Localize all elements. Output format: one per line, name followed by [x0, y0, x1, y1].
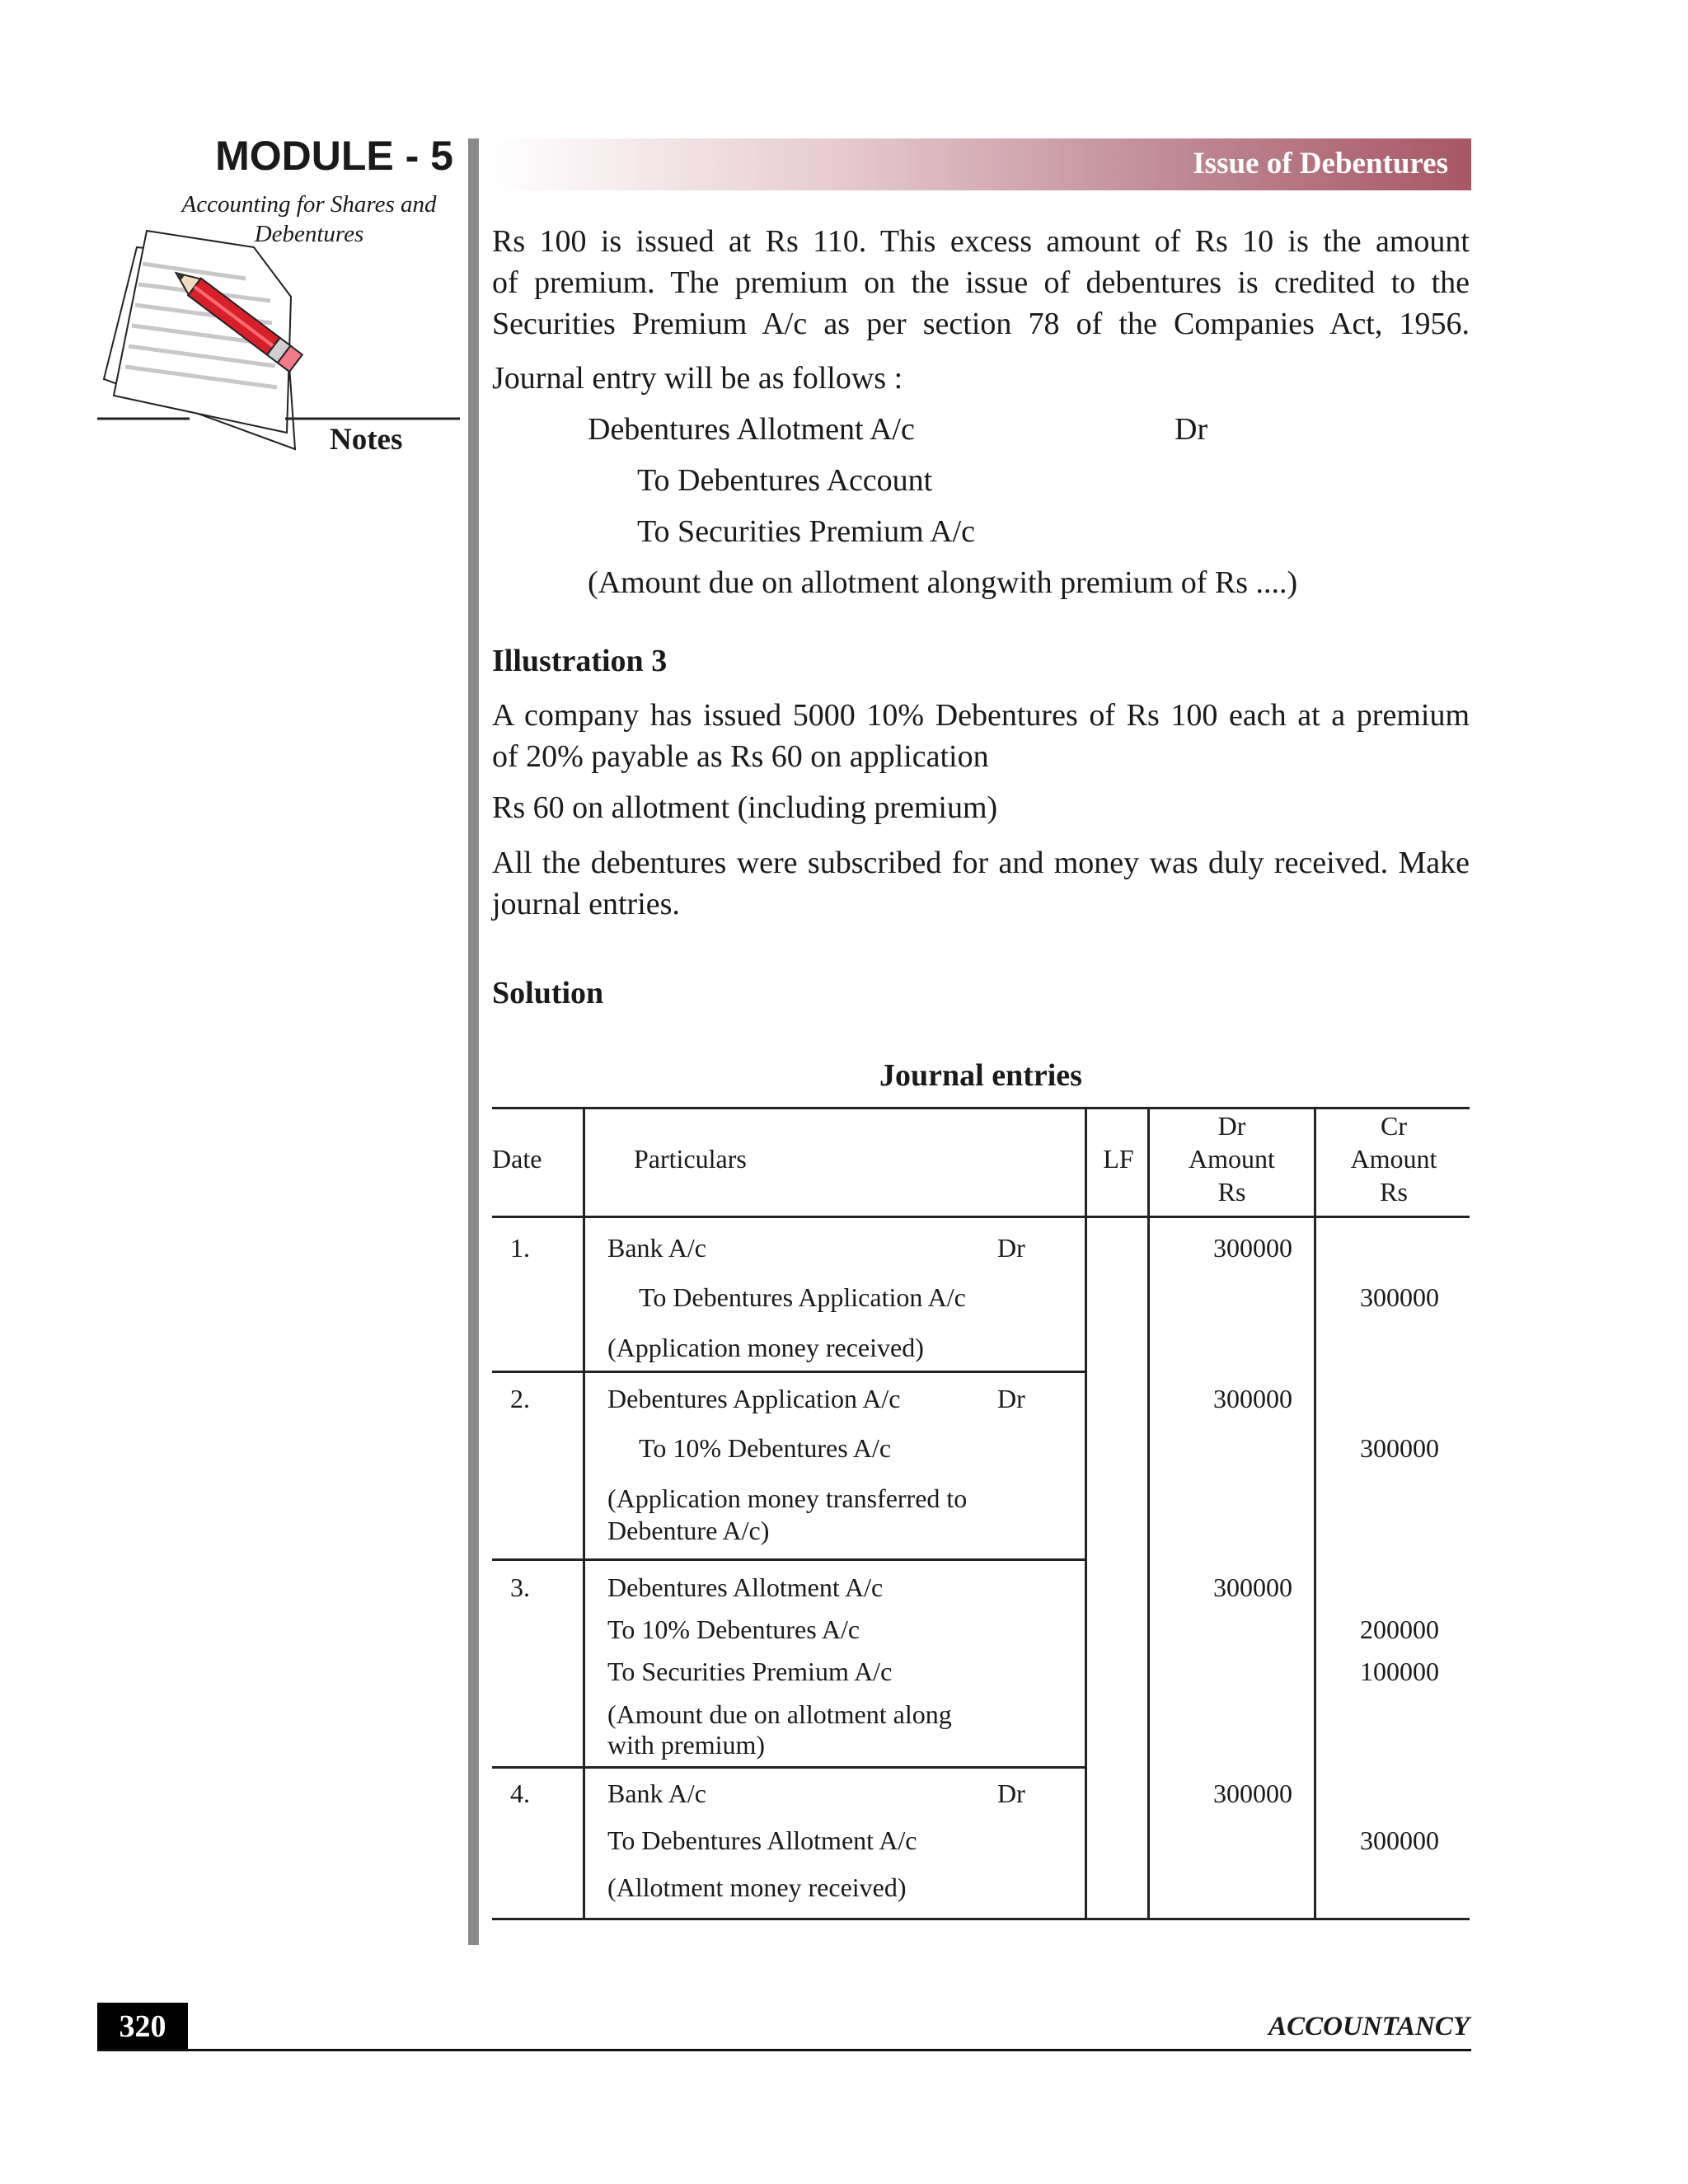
narration: (Application money transferred to	[607, 1483, 968, 1513]
chapter-title: Issue of Debentures	[1193, 147, 1448, 180]
illustration-paragraph	[492, 842, 1470, 925]
credit-amount: 300000	[1360, 1282, 1439, 1312]
credit-account: To 10% Debentures A/c	[607, 1615, 860, 1644]
narration: (Application money received)	[607, 1333, 924, 1362]
debit-account: Bank A/c	[607, 1779, 706, 1808]
column-rule	[1314, 1107, 1316, 1920]
column-rule	[1147, 1107, 1150, 1920]
illustration-line: All the debentures were subscribed for and money was duly received. Make	[492, 846, 1470, 880]
module-subtitle-line1: Accounting for Shares and	[181, 191, 437, 218]
illustration-paragraph: Rs 60 on allotment (including premium)	[492, 790, 998, 825]
dr-marker: Dr	[997, 1779, 1025, 1808]
illustration-line: of 20% payable as Rs 60 on application	[492, 739, 989, 774]
intro-line: of premium. The premium on the issue of debentures is credited to the	[492, 265, 1470, 300]
illustration-line: A company has issued 5000 10% Debentures of Rs 100 each at a premium	[492, 698, 1470, 733]
header-dr-currency: Rs	[1217, 1177, 1246, 1207]
column-rule	[583, 1107, 585, 1918]
entry-number: 2.	[510, 1384, 530, 1413]
row-separator	[492, 1766, 1087, 1769]
intro-line: Rs 100 is issued at Rs 110. This excess amount of Rs 10 is the amount	[492, 224, 1470, 259]
footer-rule	[97, 2049, 1471, 2051]
journal-table	[492, 1107, 1470, 1929]
narration: (Allotment money received)	[607, 1872, 907, 1902]
narration: with premium)	[607, 1730, 766, 1760]
narration: Debenture A/c)	[607, 1516, 770, 1545]
illustration-paragraph	[492, 695, 1470, 777]
entry-dr-marker: Dr	[1175, 412, 1208, 447]
header-cr: Cr	[1381, 1111, 1407, 1141]
credit-amount: 300000	[1360, 1825, 1439, 1855]
footer-subject: ACCOUNTANCY	[1268, 2012, 1470, 2041]
row-separator	[492, 1558, 1087, 1561]
header-lf: LF	[1103, 1144, 1134, 1174]
debit-amount: 300000	[1213, 1572, 1292, 1602]
header-cr-amount	[1318, 1109, 1470, 1208]
table-rule	[492, 1918, 1470, 1920]
entry-credit-account: To Debentures Account	[637, 463, 933, 498]
credit-account: To 10% Debentures A/c	[639, 1433, 892, 1463]
column-rule	[1085, 1107, 1087, 1920]
notes-pencil-icon	[97, 223, 468, 453]
entry-number: 4.	[510, 1779, 530, 1808]
entry-credit-account: To Securities Premium A/c	[637, 514, 976, 549]
credit-account: To Debentures Allotment A/c	[607, 1825, 917, 1855]
header-cr-currency: Rs	[1380, 1177, 1408, 1207]
header-dr-amount-label: Amount	[1189, 1144, 1275, 1174]
sidebar-divider-bar	[468, 138, 479, 1945]
dr-marker: Dr	[997, 1233, 1025, 1263]
entry-debit-account: Debentures Allotment A/c	[588, 412, 915, 447]
credit-account: To Debentures Application A/c	[639, 1282, 966, 1312]
debit-amount: 300000	[1213, 1779, 1292, 1808]
table-title: Journal entries	[879, 1058, 1082, 1093]
row-separator	[492, 1371, 1087, 1373]
entry-number: 1.	[510, 1233, 530, 1263]
credit-account: To Securities Premium A/c	[607, 1657, 893, 1686]
header-cr-amount-label: Amount	[1350, 1144, 1437, 1174]
header-dr: Dr	[1217, 1111, 1246, 1141]
notes-label: Notes	[330, 423, 403, 457]
illustration-heading: Illustration 3	[492, 644, 668, 678]
module-subtitle-line2: Debentures	[254, 221, 364, 247]
credit-amount: 200000	[1360, 1615, 1439, 1644]
debit-account: Bank A/c	[607, 1233, 706, 1263]
solution-heading: Solution	[492, 976, 604, 1010]
debit-amount: 300000	[1213, 1384, 1292, 1413]
debit-account: Debentures Application A/c	[607, 1384, 901, 1413]
module-title: MODULE - 5	[215, 133, 453, 179]
table-rule	[492, 1216, 1470, 1218]
header-date: Date	[492, 1144, 542, 1174]
narration: (Amount due on allotment along	[607, 1699, 952, 1729]
entry-narration: (Amount due on allotment alongwith premium of Rs ....)	[588, 565, 1298, 600]
chapter-header-band	[490, 138, 1471, 190]
journal-intro: Journal entry will be as follows :	[492, 361, 903, 396]
intro-line: Securities Premium A/c as per section 78 of the Companies Act, 1956.	[492, 307, 1470, 341]
entry-number: 3.	[510, 1572, 530, 1602]
header-particulars: Particulars	[634, 1144, 747, 1174]
credit-amount: 300000	[1360, 1433, 1439, 1463]
debit-amount: 300000	[1213, 1233, 1292, 1263]
header-dr-amount	[1151, 1109, 1312, 1208]
page-number: 320	[97, 2003, 188, 2050]
illustration-line: journal entries.	[492, 887, 680, 921]
intro-paragraph	[492, 221, 1470, 344]
debit-account: Debentures Allotment A/c	[607, 1572, 884, 1602]
dr-marker: Dr	[997, 1384, 1025, 1413]
credit-amount: 100000	[1360, 1657, 1439, 1686]
